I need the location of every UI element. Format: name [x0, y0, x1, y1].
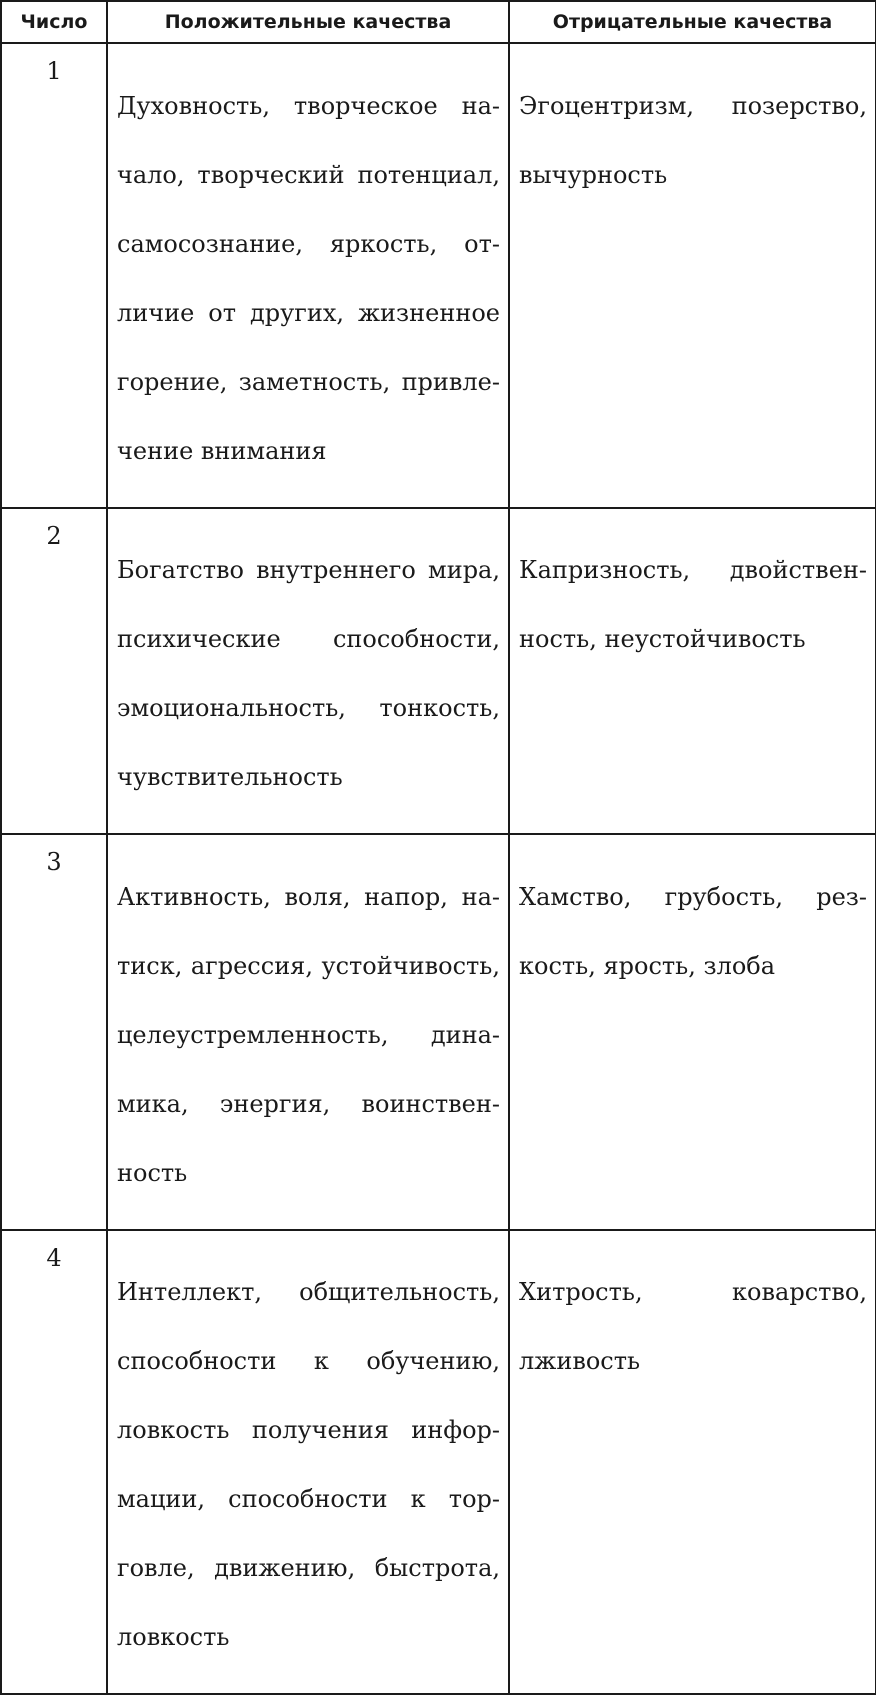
- table-row: [1, 43, 876, 508]
- text-line: ловкость: [117, 1623, 230, 1651]
- text-line: чение внимания: [117, 436, 327, 465]
- header-positive: Положительные качества: [107, 1, 509, 43]
- text-line: ность, неустойчивость: [519, 625, 806, 653]
- text-line: мика, энергия, воинствен-: [117, 1089, 500, 1118]
- row-number: 1: [1, 43, 107, 508]
- table-row: [1, 1230, 876, 1695]
- text-line: чувствительность: [117, 763, 343, 791]
- header-number: Число: [1, 1, 107, 43]
- negative-qualities: [509, 508, 876, 835]
- text-line: Активность, воля, напор, на-: [117, 882, 500, 911]
- header-row: [1, 1, 876, 43]
- text-line: Духовность, творческое на-: [117, 91, 500, 120]
- text-line: горение, заметность, привле-: [117, 367, 500, 396]
- text-line: чало, творческий потенциал,: [117, 160, 500, 189]
- text-line: Хамство, грубость, рез-: [519, 882, 867, 911]
- text-line: вычурность: [519, 160, 668, 189]
- text-line: Капризность, двойствен-: [519, 556, 867, 584]
- header-negative: Отрицательные качества: [509, 1, 876, 43]
- text-line: Хитрость, коварство,: [519, 1278, 867, 1306]
- text-line: мации, способности к тор-: [117, 1485, 500, 1513]
- row-number: 2: [1, 508, 107, 835]
- text-line: Интеллект, общительность,: [117, 1278, 500, 1306]
- positive-qualities: [107, 834, 509, 1230]
- text-line: Эгоцентризм, позерство,: [519, 91, 867, 120]
- negative-qualities: [509, 1230, 876, 1695]
- text-line: психические способности,: [117, 625, 500, 653]
- positive-qualities: [107, 1230, 509, 1695]
- positive-qualities: [107, 43, 509, 508]
- text-line: говле, движению, быстрота,: [117, 1554, 500, 1582]
- text-line: целеустремленность, дина-: [117, 1020, 500, 1049]
- negative-qualities: [509, 43, 876, 508]
- text-line: Богатство внутреннего мира,: [117, 556, 500, 584]
- text-line: личие от других, жизненное: [117, 298, 500, 327]
- table-row: [1, 508, 876, 835]
- positive-qualities: [107, 508, 509, 835]
- text-line: ность: [117, 1158, 188, 1187]
- row-number: 4: [1, 1230, 107, 1695]
- text-line: лживость: [519, 1347, 641, 1375]
- text-line: тиск, агрессия, устойчивость,: [117, 951, 500, 980]
- table-row: [1, 834, 876, 1230]
- row-number: 3: [1, 834, 107, 1230]
- negative-qualities: [509, 834, 876, 1230]
- text-line: эмоциональность, тонкость,: [117, 694, 500, 722]
- text-line: ловкость получения инфор-: [117, 1416, 500, 1444]
- text-line: способности к обучению,: [117, 1347, 500, 1375]
- text-line: самосознание, яркость, от-: [117, 229, 500, 258]
- text-line: кость, ярость, злоба: [519, 951, 776, 980]
